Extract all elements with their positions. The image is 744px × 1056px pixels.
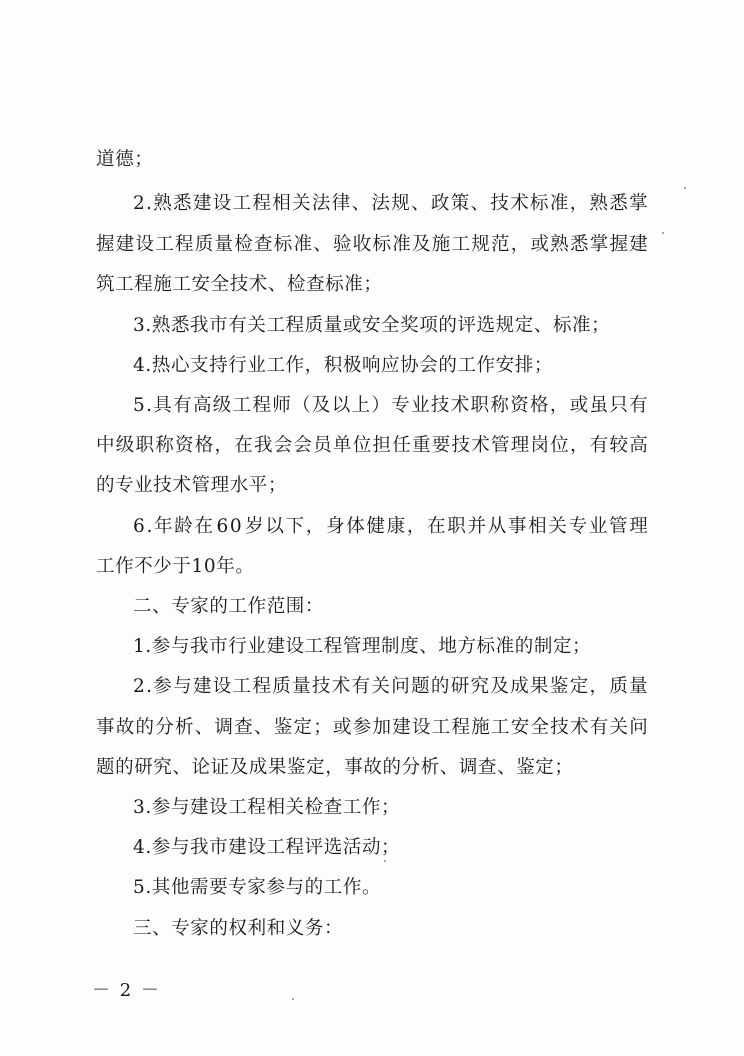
section-heading: 三、专家的权利和义务： [133, 918, 344, 939]
text-line [96, 233, 648, 257]
text-line: 的专业技术管理水平； [96, 475, 288, 496]
text-line: 4.参与我市建设工程评选活动； [133, 837, 401, 858]
page-number: － 2 － [92, 980, 161, 1001]
scan-speck [662, 232, 664, 234]
text-line: 题的研究、论证及成果鉴定，事故的分析、调查、鉴定； [96, 757, 574, 778]
scan-speck [292, 998, 294, 1000]
text-line: 3.熟悉我市有关工程质量或安全奖项的评选规定、标准； [133, 315, 611, 336]
text-line: 5.其他需要专家参与的工作。 [133, 877, 382, 898]
text-line: 道德； [96, 149, 154, 170]
text-line-content: 2 . 熟 悉 建 设 工 程 相 关 法 律 、 法 规 、 政 策 、 技 术 标 准 ， 熟 悉 掌 [133, 193, 648, 214]
text-line [96, 434, 648, 458]
text-line-content: 事 故 的 分 析 、 调 查 、 鉴 定 ； 或 参 加 建 设 工 程 施 工 安 全 技 术 有 关 问 [96, 717, 648, 738]
text-line: 1.参与我市行业建设工程管理制度、地方标准的制定； [133, 636, 592, 657]
text-line: 3.参与建设工程相关检查工作； [133, 797, 401, 818]
scan-speck [384, 860, 386, 862]
scan-speck [684, 187, 686, 189]
text-line: 工作不少于10年。 [96, 556, 255, 577]
section-heading: 二、专家的工作范围： [133, 596, 325, 617]
text-line [133, 675, 648, 699]
text-line-content: 5 . 具 有 高 级 工 程 师 （ 及 以 上 ） 专 业 技 术 职 称 资 格 ， 或 虽 只 有 [133, 395, 648, 416]
text-line [133, 515, 648, 539]
text-line [96, 716, 648, 740]
text-line: 筑工程施工安全技术、检查标准； [96, 274, 383, 295]
text-line-content: 2 . 参 与 建 设 工 程 质 量 技 术 有 关 问 题 的 研 究 及 成 果 鉴 定 ， 质 量 [133, 676, 648, 697]
text-line-content: 6 . 年 龄 在 6 0 岁 以 下 ， 身 体 健 康 ， 在 职 并 从 事 相 关 专 业 管 理 [133, 516, 648, 537]
text-line-content: 中 级 职 称 资 格 ， 在 我 会 会 员 单 位 担 任 重 要 技 术 管 理 岗 位 ， 有 较 高 [96, 435, 648, 456]
text-line [133, 394, 648, 418]
text-line [133, 192, 648, 216]
text-line: 4.热心支持行业工作，积极响应协会的工作安排； [133, 355, 553, 376]
text-line-content: 握 建 设 工 程 质 量 检 查 标 准 、 验 收 标 准 及 施 工 规 范 ， 或 熟 悉 掌 握 建 [96, 234, 648, 255]
